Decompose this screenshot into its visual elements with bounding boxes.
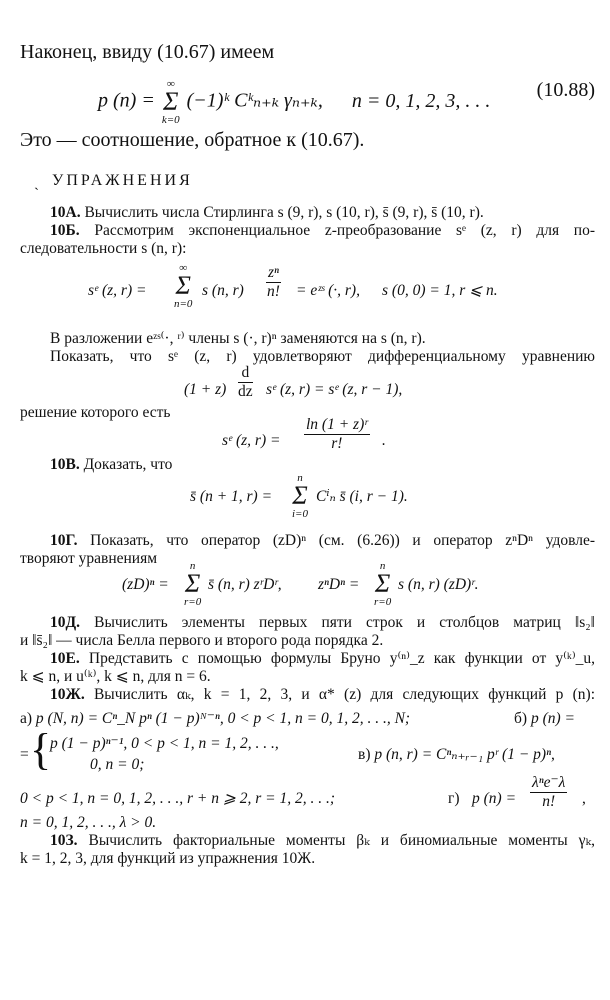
eq-post: sᵉ (z, r) = sᵉ (z, r − 1), [266, 381, 403, 398]
exercise-10a [50, 204, 595, 222]
exercise-number: 10Б. [50, 222, 80, 239]
item-label-b: б) [514, 710, 528, 727]
exercise-10b-line1 [50, 222, 595, 240]
intro-lead: Наконец, ввиду (10.67) имеем [20, 41, 275, 63]
eq-lhs: (zD)ⁿ = [122, 576, 169, 593]
exercise-10b-line2: следовательности s (n, r): [20, 240, 187, 257]
fraction: $\frac{\text{ln (1 + z)ʳ}}{r!}$ [306, 416, 368, 452]
exercise-number: 10Д. [50, 614, 81, 631]
exercise-10e-line1 [50, 650, 595, 668]
exercise-10zh-last: n = 0, 1, 2, . . ., λ > 0. [20, 814, 157, 831]
exercise-10zh-line1 [50, 686, 595, 704]
exercise-text: Показать, что оператор (zD)ⁿ (см. (6.26)) и оператор zⁿDⁿ удовле- [90, 532, 596, 549]
exercise-text: Вычислить числа Стирлинга s (9, r), s (10, r), s̄ (9, r), s̄ (10, r). [84, 204, 484, 221]
equation-number: (10.88) [536, 79, 595, 101]
exercise-10b-line5: решение которого есть [20, 404, 171, 421]
exercise-10zh-g: г) p (n) = λⁿe⁻λ n! , [448, 774, 586, 810]
item-b-lhs: p (n) = [530, 710, 575, 727]
exercise-text: Доказать, что [83, 456, 173, 473]
eq-body: Cⁱₙ s̄ (i, r − 1). [316, 488, 408, 505]
eq-mid: s (n, r) [202, 282, 244, 299]
item-v-formula: p (n, r) = Cⁿₙ₊ᵣ₋₁ pʳ (1 − p)ⁿ, [374, 746, 555, 763]
sum-symbol: ∞ Σ n=0 [174, 262, 193, 310]
item-label-v: в) [358, 746, 371, 763]
exercise-10zh-v [358, 746, 594, 764]
item-a-formula: p (N, n) = Cⁿ_N pⁿ (1 − p)ᴺ⁻ⁿ, 0 < p < 1, n = 0, 1, 2, . . ., N; [35, 710, 411, 727]
exercise-10b-equation [88, 262, 595, 322]
equation-10-88 [98, 78, 595, 126]
eq-body2: s (n, r) (zD)ʳ. [398, 576, 479, 593]
sum-symbol: n Σ i=0 [292, 472, 308, 520]
item-label-g: г) [448, 790, 460, 807]
eq-body: (−1)ᵏ Cᵏₙ₊ₖ γₙ₊ₖ, [186, 89, 323, 112]
exercise-10b-solution: sᵉ (z, r) = $\frac{\text{ln (1 + z)ʳ}}{r!}$ . [222, 416, 386, 452]
exercise-10e-line2: k ⩽ n, и u⁽ᵏ⁾, k ⩽ n, для n = 6. [20, 668, 211, 685]
eq-lhs: p (n) = [98, 89, 155, 112]
eq-pre: (1 + z) [184, 381, 227, 398]
exercise-10b-line3: В разложении eᶻˢ⁽·, ʳ⁾ члены s (·, r)ⁿ заменяются на s (n, r). [50, 330, 426, 347]
exercise-number: 10Г. [50, 532, 78, 549]
sum-symbol: ∞ Σ k=0 [161, 78, 180, 126]
exercise-10z-line2: k = 1, 2, 3, для функций из упражнения 10Ж. [20, 850, 316, 867]
eq-condition: s (0, 0) = 1, r ⩽ n. [382, 282, 498, 299]
fraction: $\frac{\text{zⁿ}}{n!}$ [267, 264, 280, 300]
exercise-10zh-b [514, 710, 594, 728]
eq-rhs: = eᶻˢ (·, r), [296, 282, 360, 299]
exercise-text: Представить с помощью формулы Бруно y⁽ⁿ⁾_z как функции от y⁽ᵏ⁾_u, [88, 650, 596, 667]
section-heading: УПРАЖНЕНИЯ [52, 172, 193, 189]
exercise-10zh-a [20, 710, 595, 728]
exercise-10zh-b-cases: = { p (1 − p)ⁿ⁻¹, 0 < p < 1, n = 1, 2, . . ., 0, n = 0; [20, 725, 279, 774]
eq-lhs: s̄ (n + 1, r) = [190, 488, 273, 505]
exercise-number: 10А. [50, 204, 81, 221]
case-2: 0, n = 0; [90, 756, 145, 773]
exercise-text: Вычислить факториальные моменты βₖ и биномиальные моменты γₖ, [88, 832, 596, 849]
exercise-number: 10Е. [50, 650, 80, 667]
exercise-10g-line2: творяют уравнениям [20, 550, 158, 567]
exercise-number: 10З. [50, 832, 78, 849]
exercise-text: Вычислить αₖ, k = 1, 2, 3, и α* (z) для следующих функций p (n): [93, 686, 596, 703]
exercise-text: Вычислить элементы первых пяти строк и столбцов матриц ‖s₂‖ [94, 614, 595, 631]
eq-lhs: sᵉ (z, r) = [222, 432, 281, 449]
exercise-10v-equation [190, 472, 590, 522]
exercise-10z-line1 [50, 832, 595, 850]
section-bullet: ˏ [34, 175, 39, 191]
sum-symbol: n Σ r=0 [374, 560, 392, 608]
exercise-10d-line2: и ‖s̄₂‖ — числа Белла первого и второго рода порядка 2. [20, 632, 384, 649]
exercise-number: 10В. [50, 456, 80, 473]
exercise-10g-equation [122, 560, 592, 610]
exercise-10b-line4: Показать, что sᵉ (z, r) удовлетворяют дифференциальному уравнению [50, 348, 595, 365]
exercise-number: 10Ж. [50, 686, 85, 703]
fraction: λⁿe⁻λ n! [532, 774, 566, 810]
exercise-10d-line1 [50, 614, 595, 632]
exercise-10zh-tail: 0 < p < 1, n = 0, 1, 2, . . ., r + n ⩾ 2, r = 1, 2, . . .; [20, 790, 336, 807]
item-label-a: а) [20, 710, 33, 727]
derivative-fraction: $\frac{d}{dz}$ [238, 364, 253, 400]
item-g-lhs: p (n) = [472, 790, 517, 807]
left-brace: { [30, 725, 52, 774]
eq-mid: zⁿDⁿ = [318, 576, 360, 593]
sum-symbol: n Σ r=0 [184, 560, 202, 608]
eq-condition: n = 0, 1, 2, 3, . . . [351, 89, 491, 112]
intro-after: Это — соотношение, обратное к (10.67). [20, 129, 365, 151]
eq-lhs: sᵉ (z, r) = [88, 282, 147, 299]
exercise-10g-line1 [50, 532, 595, 550]
case-1: p (1 − p)ⁿ⁻¹, 0 < p < 1, n = 1, 2, . . ., [50, 735, 279, 752]
exercise-text: Рассмотрим экспоненциальное z-преобразование sᵉ (z, r) для по- [94, 222, 596, 239]
eq-body1: s̄ (n, r) zʳDʳ, [208, 576, 282, 593]
